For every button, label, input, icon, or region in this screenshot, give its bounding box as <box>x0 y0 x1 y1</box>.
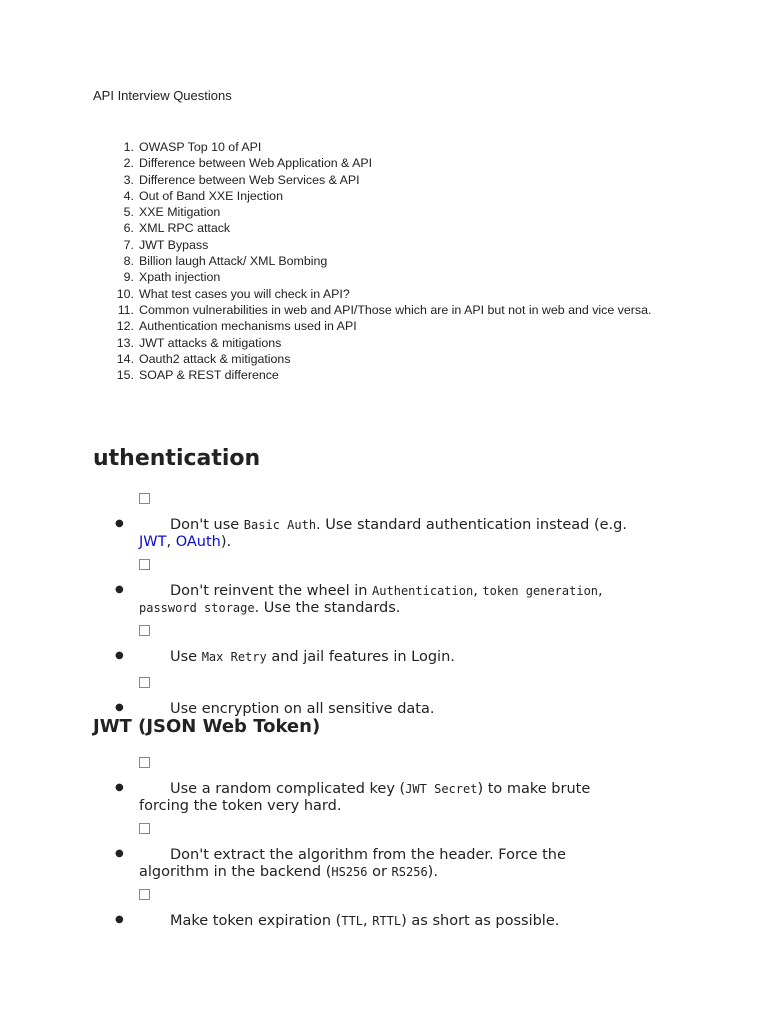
inline-code: RS256 <box>391 865 428 879</box>
bullet-text: Use Max Retry and jail features in Login. <box>170 649 455 665</box>
list-number: 3. <box>123 172 134 187</box>
bullet-text: Use a random complicated key (JWT Secret) to make brute forcing the token very hard. <box>139 781 591 814</box>
inline-code: HS256 <box>331 865 368 879</box>
broken-image-icon <box>139 823 150 834</box>
list-item <box>93 188 653 204</box>
inline-code: Max Retry <box>201 650 267 664</box>
list-item-text: JWT Bypass <box>139 237 209 252</box>
broken-image-icon <box>139 889 150 900</box>
list-number: 11. <box>117 302 134 317</box>
list-item <box>93 237 653 253</box>
list-item-text: XML RPC attack <box>139 221 231 236</box>
list-item-text: Xpath injection <box>139 270 221 285</box>
list-item-text: SOAP & REST difference <box>139 368 279 383</box>
list-item <box>93 269 653 285</box>
list-number: 6. <box>123 221 134 236</box>
authentication-heading: uthentication <box>93 446 261 471</box>
list-number: 12. <box>116 319 134 334</box>
list-item-text: Difference between Web Services & API <box>139 172 360 187</box>
list-number: 15. <box>116 368 134 383</box>
list-item <box>93 625 633 666</box>
inline-code: RTTL <box>372 914 402 928</box>
broken-image-icon <box>139 757 150 768</box>
bullet-icon: ● <box>115 914 124 925</box>
bullet-icon: ● <box>115 848 124 859</box>
list-item-text: OWASP Top 10 of API <box>139 140 262 154</box>
inline-code: password storage <box>139 601 255 615</box>
list-item <box>93 367 653 383</box>
list-item <box>93 172 653 188</box>
broken-image-icon <box>139 677 150 688</box>
list-item <box>93 286 653 302</box>
list-item-text: Billion laugh Attack/ XML Bombing <box>139 254 328 269</box>
bullet-text: Don't reinvent the wheel in Authentication, token generation, password storage. Use the standards. <box>139 583 603 616</box>
list-item <box>93 493 633 551</box>
broken-image-icon <box>139 493 150 504</box>
list-item-text: What test cases you will check in API? <box>139 286 350 301</box>
list-item <box>93 318 653 334</box>
list-item <box>93 351 653 367</box>
bullet-text: Make token expiration (TTL, RTTL) as short as possible. <box>170 913 560 929</box>
broken-image-icon <box>139 559 150 570</box>
list-item <box>93 823 633 881</box>
list-item <box>93 204 653 220</box>
jwt-link[interactable]: JWT <box>139 534 167 550</box>
document-title: API Interview Questions <box>93 88 232 103</box>
list-item <box>93 220 653 236</box>
bullet-icon: ● <box>115 584 124 595</box>
list-number: 14. <box>116 351 134 366</box>
list-item-text: Out of Band XXE Injection <box>139 188 283 203</box>
list-item-text: Authentication mechanisms used in API <box>139 319 357 334</box>
inline-code: token generation <box>482 584 599 598</box>
list-item <box>93 139 653 155</box>
list-number: 4. <box>123 188 134 203</box>
list-item <box>93 757 633 815</box>
oauth-link[interactable]: OAuth <box>175 534 221 550</box>
bullet-text: Don't use Basic Auth. Use standard authentication instead (e.g. JWT, OAuth). <box>139 517 627 550</box>
list-item <box>93 559 633 617</box>
list-item-text: Difference between Web Application & API <box>139 156 373 171</box>
bullet-icon: ● <box>115 702 124 713</box>
list-item <box>93 302 653 318</box>
bullet-text: Use encryption on all sensitive data. <box>170 701 435 717</box>
inline-code: JWT Secret <box>405 782 478 796</box>
list-number: 10. <box>116 286 134 301</box>
list-number: 13. <box>116 335 134 350</box>
list-item <box>93 155 653 171</box>
inline-code: TTL <box>341 914 364 928</box>
jwt-bullets <box>93 757 633 930</box>
authentication-bullets <box>93 493 633 718</box>
bullet-text: Don't extract the algorithm from the header. Force the algorithm in the backend (HS256 or RS256). <box>139 847 566 880</box>
list-number: 7. <box>123 237 134 252</box>
list-number: 9. <box>123 270 134 285</box>
list-item-text: JWT attacks & mitigations <box>139 335 282 350</box>
bullet-icon: ● <box>115 518 124 529</box>
interview-questions-list <box>93 139 653 383</box>
list-item <box>93 253 653 269</box>
list-item <box>93 677 633 718</box>
list-number: 8. <box>123 254 134 269</box>
jwt-heading: JWT (JSON Web Token) <box>93 716 321 737</box>
list-number: 2. <box>123 156 134 171</box>
broken-image-icon <box>139 625 150 636</box>
bullet-icon: ● <box>115 650 124 661</box>
list-item-text: Oauth2 attack & mitigations <box>139 351 291 366</box>
list-number: 1. <box>123 140 134 154</box>
list-item-text: Common vulnerabilities in web and API/Those which are in API but not in web and vice versa. <box>139 302 652 317</box>
inline-code: Basic Auth <box>243 518 317 532</box>
bullet-icon: ● <box>115 782 124 793</box>
inline-code: Authentication <box>372 584 474 598</box>
list-item <box>93 889 633 930</box>
list-number: 5. <box>123 205 134 220</box>
list-item <box>93 335 653 351</box>
list-item-text: XXE Mitigation <box>139 205 221 220</box>
